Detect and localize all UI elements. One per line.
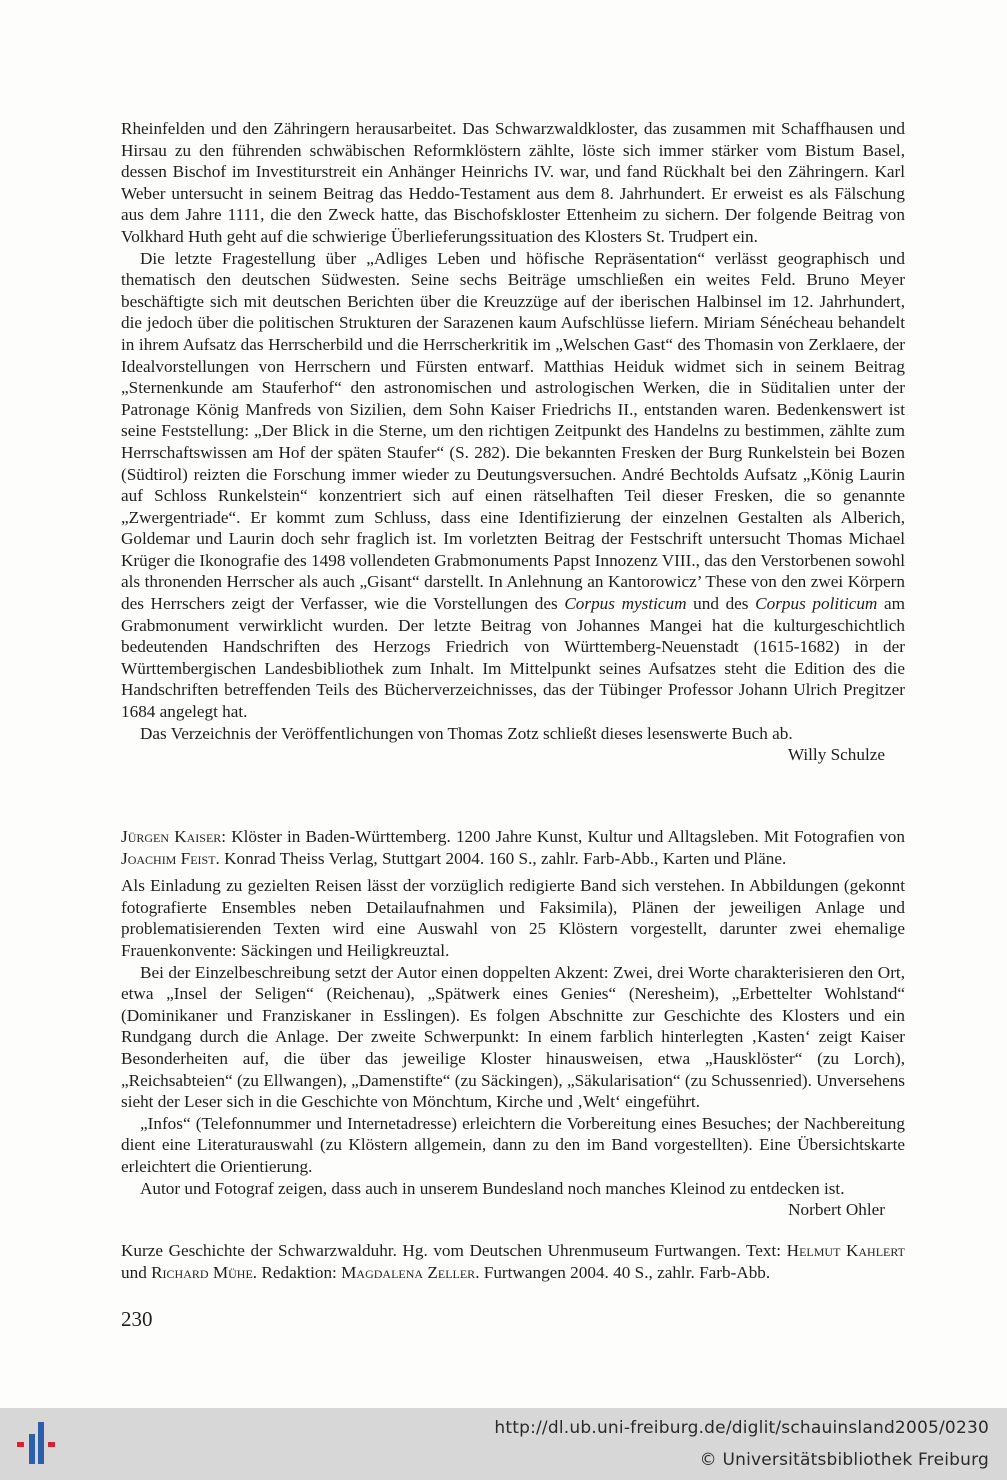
text-run: . Redaktion: — [252, 1262, 342, 1282]
review-3-heading — [121, 1240, 905, 1283]
review-1-paragraph-1: Rheinfelden und den Zähringern herausarbeitet. Das Schwarzwaldkloster, das zusammen mit Schaffhausen und Hirsau zu den führenden schwäbischen Reformklöstern zählte, löste sich immer stärker vom Bistum Basel, dessen Bischof im Investiturstreit ein Anhänger Heinrichs IV. war, und fand Rückhalt bei den Zähringern. Karl Weber untersucht in seinem Beitrag das Heddo-Testament aus dem 8. Jahrhundert. Er erweist es als Fälschung aus dem Jahre 1111, die den Zweck hatte, das Bischofskloster Ettenheim zu sichern. Der folgende Beitrag von Volkhard Huth geht auf die schwierige Überlieferungssituation des Klosters St. Trudpert ein. — [121, 119, 905, 246]
italic-term: Corpus politicum — [755, 594, 878, 614]
review-2-paragraph-3: „Infos“ (Telefonnummer und Internetadresse) erleichtern die Vorbereitung eines Besuches; der Nachbereitung dient eine Literaturauswahl (zu Klöstern allgemein, dann zu den im Band vorgestellten). Eine Übersichtskarte erleichtert die Orientierung. — [121, 1113, 905, 1176]
review-2 — [121, 826, 905, 1221]
photographer-name: Joachim Feist — [121, 848, 216, 868]
source-url-link[interactable]: http://dl.ub.uni-freiburg.de/diglit/schauinsland2005/0230 — [494, 1418, 989, 1438]
ub-freiburg-logo-icon — [8, 1420, 64, 1472]
text-run: . Konrad Theiss Verlag, Stuttgart 2004. 160 S., zahlr. Farb-Abb., Karten und Pläne. — [215, 848, 787, 868]
author-name: Richard Mühe — [151, 1262, 253, 1282]
review-2-signature: Norbert Ohler — [788, 1200, 885, 1220]
page-number: 230 — [121, 1307, 153, 1331]
text-run: Die letzte Fragestellung über „Adliges Leben und höfische Repräsentation“ verlässt geographisch und thematisch den deutschen Südwesten. Seine sechs Beiträge umschließen ein weites Feld. Bruno Meyer beschäftigte sich mit deutschen Berichten über die Kreuzzüge auf der iberischen Halbinsel im 12. Jahrhundert, die jedoch über die politischen Strukturen der Sarazenen kaum Aufschlüsse liefern. Miriam Sénécheau behandelt in ihrem Aufsatz das Herrscherbild und die Herrscherkritik im „Welschen Gast“ des Thomasin von Zerklaere, der Idealvorstellungen von Herrschern und Fürsten entwarf. Matthias Heiduk widmet sich in seinem Beitrag „Sternenkunde am Stauferhof“ den astronomischen und astrologischen Werken, die in Süditalien unter der Patronage König Manfreds von Sizilien, dem Sohn Kaiser Friedrichs II., entstanden waren. Bedenkenswert ist seine Feststellung: „Der Blick in die Sterne, um den richtigen Zeitpunkt des Handelns zu bestimmen, zählte zum Herrschaftswissen am Hof der späten Staufer“ (S. 282). Die bekannten Fresken der Burg Runkelstein bei Bozen (Südtirol) reizten die Forschung immer wieder zu Deutungsversuchen. André Bechtolds Aufsatz „König Laurin auf Schloss Runkelstein“ konzentriert sich auf einen rätselhaften Teil dieser Fresken, die so genannte „Zwergentriade“. Er kommt zum Schluss, dass eine Identifizierung der einzelnen Gestalten als Alberich, Goldemar und Laurin doch sehr fraglich ist. Im vorletzten Beitrag der Festschrift untersucht Thomas Michael Krüger die Ikonografie des 1498 vollendeten Grabmonuments Papst Innozenz VIII., das den Verstorbenen sowohl als thronenden Herrscher als auch „Gisant“ darstellt. In Anlehnung an Kantorowicz’ These von den zwei Körpern des Herrschers zeigt der Verfasser, wie die Vorstellungen des — [121, 248, 905, 614]
review-1-paragraph-3: Das Verzeichnis der Veröffentlichungen von Thomas Zotz schließt dieses lesenswerte Buch ab. — [140, 723, 793, 743]
review-2-paragraph-4: Autor und Fotograf zeigen, dass auch in unserem Bundesland noch manches Kleinod zu entdecken ist. — [140, 1178, 845, 1198]
author-name: Helmut Kahlert — [786, 1241, 905, 1260]
text-run: am Grabmonument verwirklicht wurden. Der letzte Beitrag von Johannes Mangei hat die kulturgeschichtlich bedeutenden Handschriften des Herzogs Friedrich von Württemberg-Neuenstadt (1615-1682) in der Württembergischen Landesbibliothek zum Inhalt. Im Mittelpunkt seines Aufsatzes steht die Edition des die Handschriften betreffenden Teils des Bücherverzeichnisses, das der Tübinger Professor Johann Ulrich Pregitzer 1684 angelegt hat. — [121, 594, 906, 722]
review-1 — [121, 118, 905, 766]
review-2-heading — [121, 826, 905, 869]
copyright-notice: © Universitätsbibliothek Freiburg — [699, 1450, 989, 1470]
review-3 — [121, 1240, 905, 1283]
text-run: . Furtwangen 2004. 40 S., zahlr. Farb-Abb. — [475, 1262, 771, 1282]
footer-band — [0, 1408, 1007, 1480]
review-2-paragraph-1: Als Einladung zu gezielten Reisen lässt der vorzüglich redigierte Band sich verstehen. In Abbildungen (gekonnt fotografierte Ensembles neben Detailaufnahmen und Faksimila), Plänen der jeweiligen Anlage und problematisierenden Texten wird eine Auswahl von 25 Klöstern vorgestellt, darunter zwei ehemalige Frauenkonvente: Säckingen und Heiligkreuztal. — [121, 876, 905, 960]
review-1-paragraph-2 — [121, 248, 905, 723]
author-name: Jürgen Kaiser — [121, 827, 222, 846]
italic-term: Corpus mysticum — [564, 594, 687, 614]
editor-name: Magdalena Zeller — [341, 1262, 476, 1282]
review-1-signature: Willy Schulze — [787, 745, 885, 765]
review-2-paragraph-2: Bei der Einzelbeschreibung setzt der Autor einen doppelten Akzent: Zwei, drei Worte charakterisieren den Ort, etwa „Insel der Seligen“ (Reichenau), „Spätwerk eines Genies“ (Neresheim), „Erbettelter Wohlstand“ (Dominikaner und Franziskaner in Esslingen). Es folgen Abschnitte zur Geschichte des Klosters und ein Rundgang durch die Anlage. Der zweite Schwerpunkt: In einem farblich hinterlegten ‚Kasten‘ zeigt Kaiser Besonderheiten auf, die über das jeweilige Kloster hinausweisen, etwa „Hausklöster“ (zu Lorch), „Reichsabteien“ (zu Ellwangen), „Damenstifte“ (zu Säckingen), „Säkularisation“ (zu Schussenried). Unversehens sieht der Leser sich in die Geschichte von Mönchtum, Kirche und ‚Welt‘ eingeführt. — [121, 962, 905, 1112]
text-run: : Klöster in Baden-Württemberg. 1200 Jahre Kunst, Kultur und Alltagsleben. Mit Fotografien von — [221, 827, 905, 846]
text-run: und des — [686, 594, 756, 614]
text-run: und — [121, 1262, 152, 1282]
text-run: Kurze Geschichte der Schwarzwalduhr. Hg. vom Deutschen Uhrenmuseum Furtwangen. Text: — [121, 1241, 787, 1260]
